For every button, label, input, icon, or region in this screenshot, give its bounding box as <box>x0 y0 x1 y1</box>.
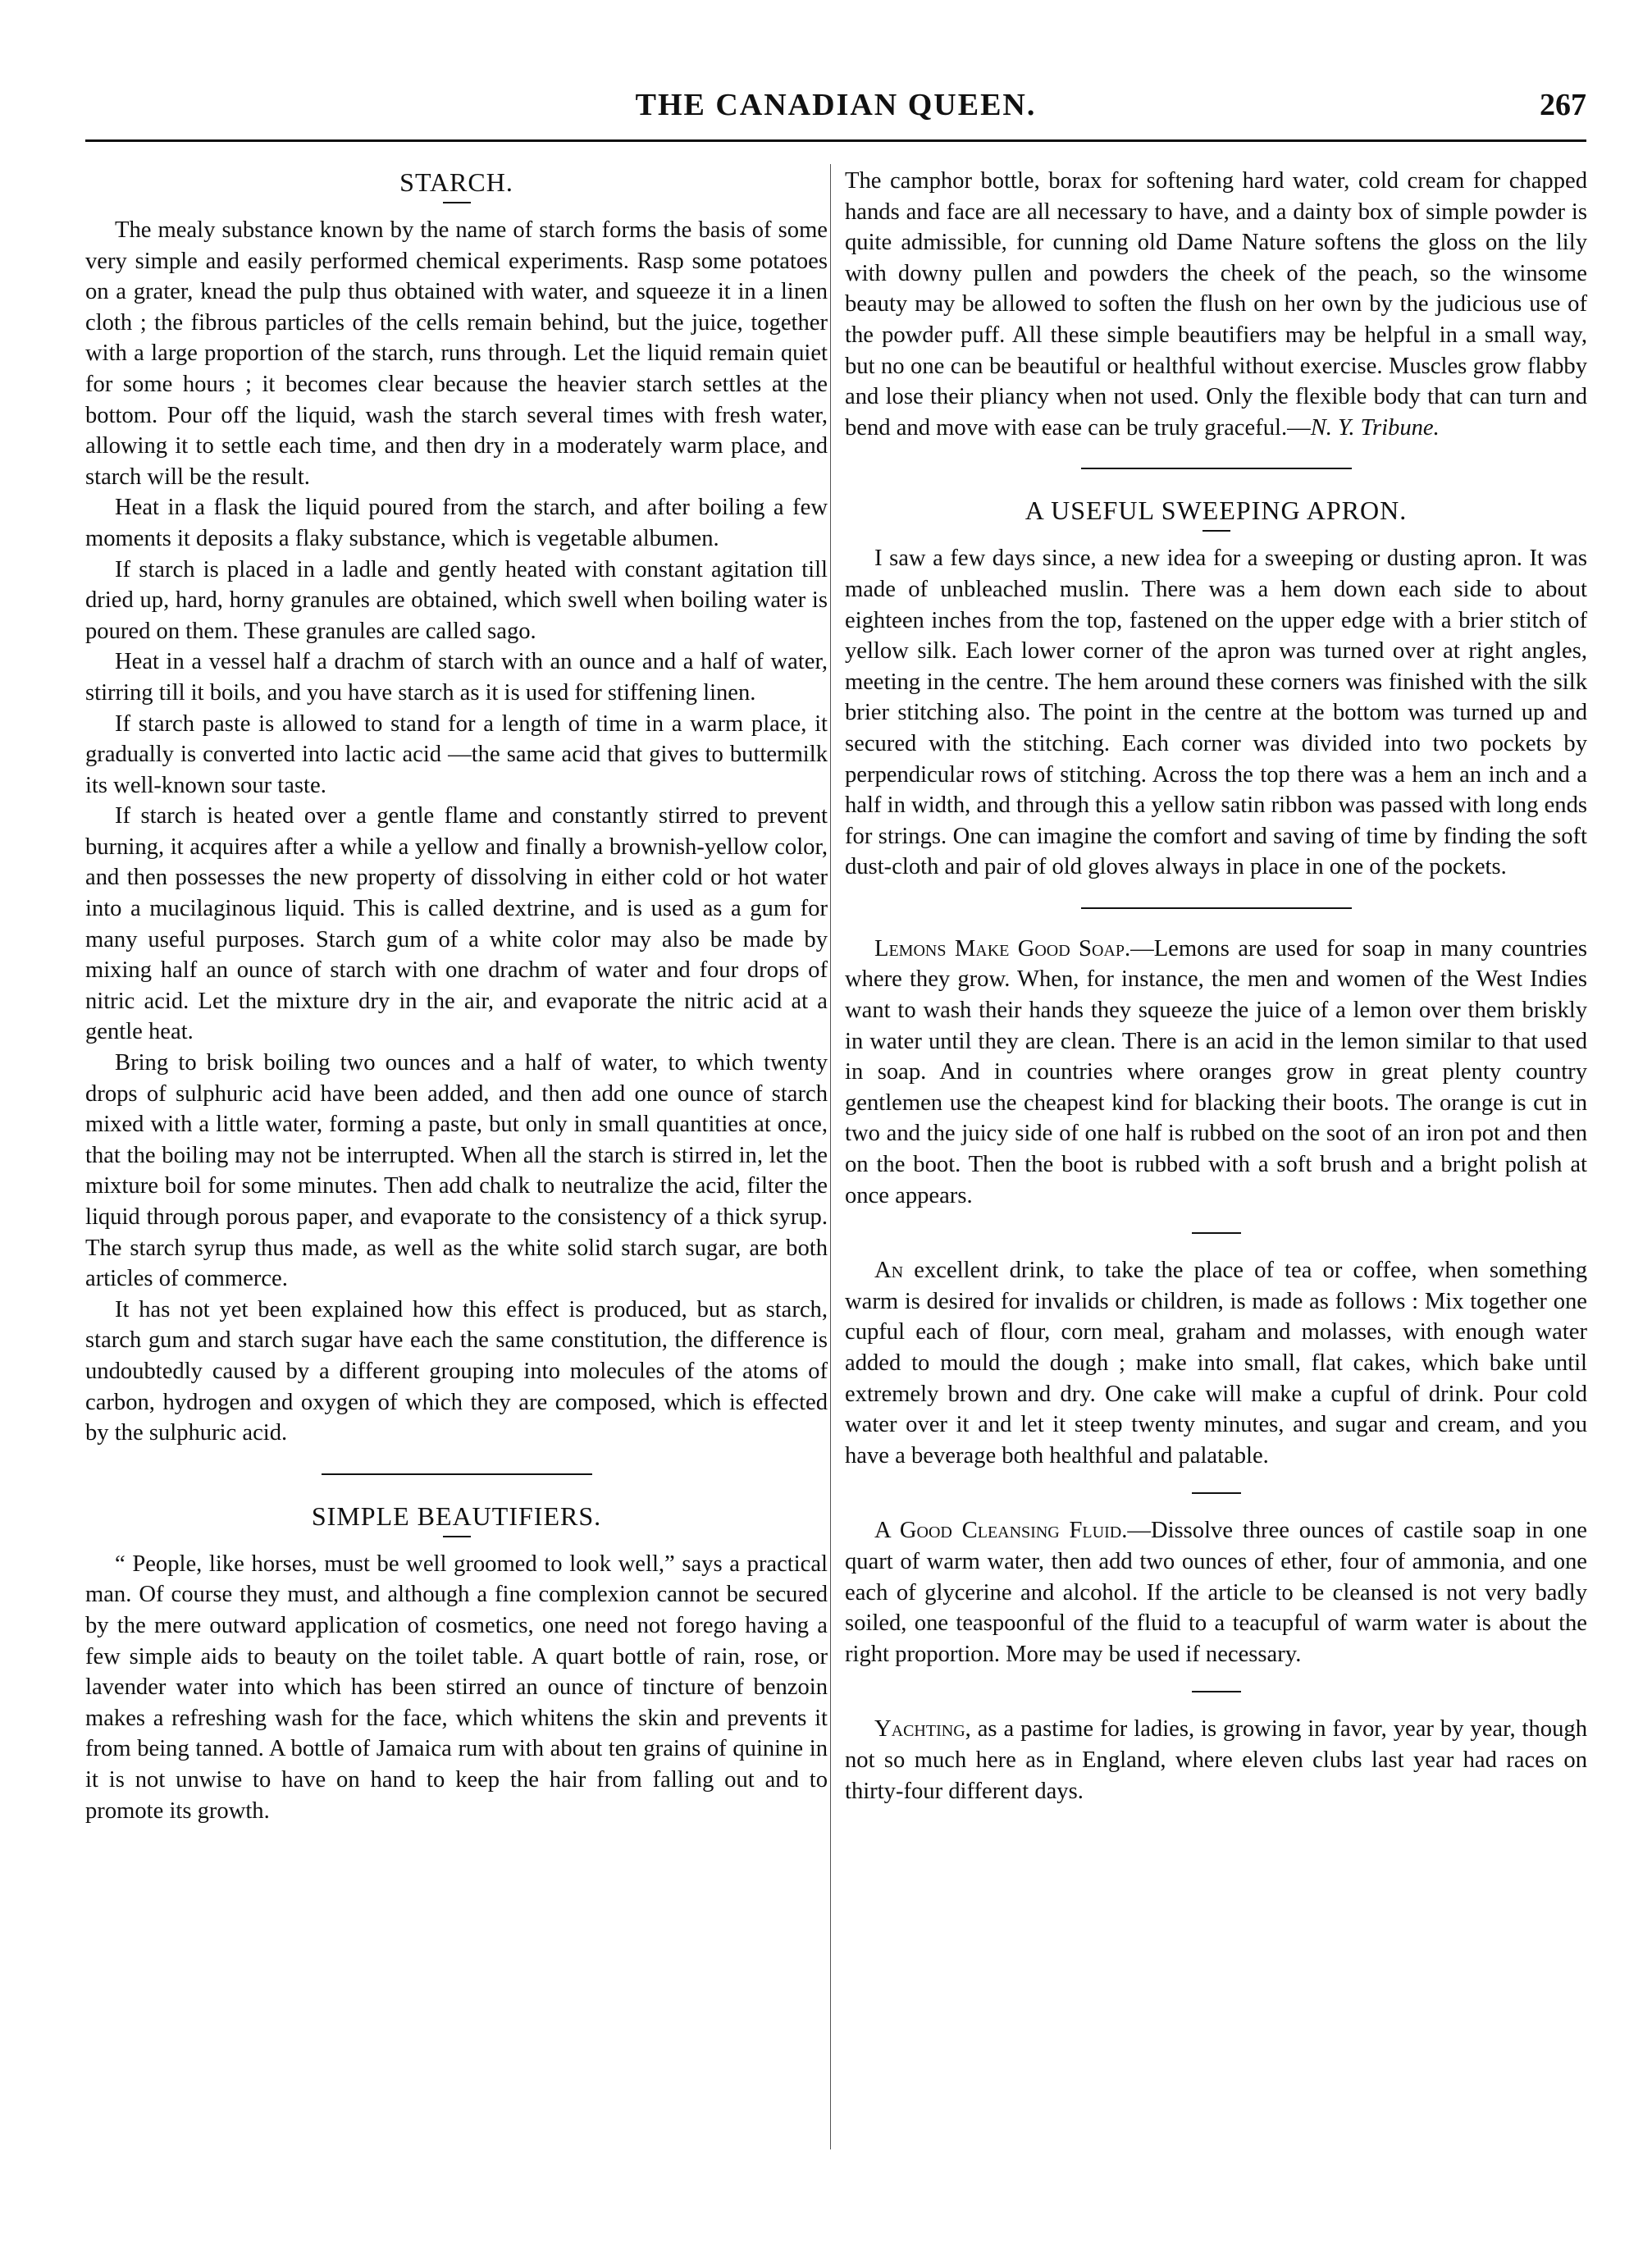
starch-paragraph: If starch paste is allowed to stand for a length of time in a warm place, it gradually is converted into lactic acid —the same acid that gives to buttermilk its well-known sour taste. <box>85 710 828 798</box>
title-dash <box>1202 530 1230 532</box>
lemons-text: —Lemons are used for soap in many countries where they grow. When, for instance, the men and women of the West Indies want to wash their hands they squeeze the juice of a lemon over them briskly in water until they are clean. There is an acid in the lemon similar to that used in soap. And in countries where oranges grow in great plenty country gentlemen use the cheapest kind for blacking their boots. The orange is cut in two and the juicy side of one half is rubbed on the soot of an iron pot and then on the boot. Then the boot is rubbed with a soft brush and a bright polish at once appears. <box>845 935 1587 1208</box>
lemons-lead: Lemons Make Good Soap. <box>874 935 1131 961</box>
starch-paragraph: If starch is heated over a gentle flame and constantly stirred to prevent burning, it acquires after a while a yellow and finally a brownish-yellow color, and then possesses the new property of dissolving in either cold or hot water into a mucilaginous liquid. This is called dextrine, and is used as a gum for many useful purposes. Starch gum of a white color may also be made by mixing half an ounce of starch with one drachm of water and four drops of nitric acid. Let the mixture dry in the air, and evaporate the nitric acid at a gentle heat. <box>85 803 828 1045</box>
beautifiers-paragraph: “ People, like horses, must be well groomed to look well,” says a practical man. Of course they must, and although a fine complexion cannot be secured by the mere outward application of cosmetics, one need not forego having a few simple aids to beauty on the toilet table. A quart bottle of rain, rose, or lavender water into which has been stirred an ounce of tincture of benzoin makes a refreshing wash for the face, which whitens the skin and prevents it from being tanned. A bottle of Jamaica rum with about ten grains of quinine in it is not unwise to have on hand to keep the hair from falling out and to promote its growth. <box>85 1551 828 1824</box>
beautifiers-continued <box>845 166 1587 443</box>
cleansing-text: —Dissolve three ounces of castile soap in one quart of warm water, then add two ounces of ether, four of ammonia, and one each of glycerine and alcohol. If the article to be cleansed is not very badly soiled, one teaspoonful of the fluid to a teacupful of warm water is about the right proportion. More may be used if necessary. <box>845 1518 1587 1667</box>
lemons-paragraph <box>845 934 1587 1211</box>
starch-paragraph: It has not yet been explained how this effect is produced, but as starch, starch gum and starch sugar have each the same constitution, the difference is undoubtedly caused by a different grouping into molecules of the atoms of carbon, hydrogen and oxygen of which they are composed, which is effected by the sulphuric acid. <box>85 1296 828 1446</box>
starch-paragraph: Heat in a vessel half a drachm of starch with an ounce and a half of water, stirring till it boils, and you have starch as it is used for stiffening linen. <box>85 649 828 706</box>
yachting-lead: Yachting, <box>874 1716 971 1743</box>
starch-paragraph: The mealy substance known by the name of starch forms the basis of some very simple and easily performed chemical experiments. Rasp some potatoes on a grater, knead the pulp thus obtained with water, and squeeze it in a linen cloth ; the fibrous particles of the cells remain behind, but the juice, together with a large proportion of the starch, runs through. Let the liquid remain quiet for some hours ; it becomes clear because the heavier starch settles at the bottom. Pour off the liquid, wash the starch several times with fresh water, allowing it to settle each time, and then dry in a moderately warm place, and starch will be the result. <box>85 217 828 490</box>
beautifiers-continued-text: The camphor bottle, borax for softening hard water, cold cream for chapped hands and face are all necessary to have, and a dainty box of simple powder is quite admissible, for cunning old Dame Nature softens the gloss on the lily with downy pullen and powders the cheek of the peach, so the winsome beauty may be allowed to soften the flush on her own by the judicious use of the powder puff. All these simple beautifiers may be helpful in a small way, but no one can be beautiful or healthful without exercise. Muscles grow flabby and lose their pliancy when not used. Only the flexible body that can turn and bend and move with ease can be truly graceful.— <box>845 168 1587 441</box>
beautifiers-source: N. Y. Tribune. <box>1310 414 1440 441</box>
starch-paragraph: If starch is placed in a ladle and gently heated with constant agitation till dried up, hard, horny granules are obtained, which swell when boiling water is poured on them. These granules are called sago. <box>85 556 828 644</box>
section-separator <box>1081 907 1352 909</box>
cleansing-paragraph <box>845 1515 1587 1669</box>
drink-text: excellent drink, to take the place of tea or coffee, when something warm is desired for invalids or children, is made as follows : Mix together one cupful each of flour, corn meal, graham and molasses, with enough water added to mould the dough ; make into small, flat cakes, which bake until extremely brown and dry. One cake will make a cupful of drink. Pour cold water over it and let it steep twenty minutes, and sugar and cream, and you have a beverage both healthful and palatable. <box>845 1258 1587 1469</box>
section-separator <box>1081 468 1352 469</box>
short-separator <box>1192 1232 1241 1234</box>
publication-title: THE CANADIAN QUEEN. <box>635 88 1037 122</box>
page-header <box>85 87 1586 142</box>
drink-paragraph <box>845 1255 1587 1471</box>
column-divider <box>830 164 831 2149</box>
yachting-paragraph <box>845 1714 1587 1807</box>
short-separator <box>1192 1691 1241 1692</box>
section-separator <box>322 1473 592 1475</box>
title-dash <box>443 1536 471 1537</box>
article-title-starch: STARCH. <box>399 167 513 197</box>
right-column <box>845 166 1587 1807</box>
title-dash <box>443 202 471 203</box>
article-title-beautifiers: SIMPLE BEAUTIFIERS. <box>311 1500 602 1531</box>
left-column <box>85 166 828 1826</box>
article-title-apron: A USEFUL SWEEPING APRON. <box>1025 496 1408 526</box>
short-separator <box>1192 1492 1241 1494</box>
apron-paragraph: I saw a few days since, a new idea for a sweeping or dusting apron. It was made of unbleached muslin. There was a hem down each side to about eighteen inches from the top, fastened on the upper edge with a brier stitch of yellow silk. Each lower corner of the apron was turned over at right angles, meeting in the centre. The hem around these corners was finished with the silk brier stitching also. The point in the centre at the bottom was turned up and secured with the stitching. Each corner was divided into two pockets by perpendicular rows of stitching. Across the top there was a hem an inch and a half in width, and through this a yellow satin ribbon was passed with long ends for strings. One can imagine the comfort and saving of time by finding the soft dust-cloth and pair of old gloves always in place in one of the pockets. <box>845 546 1587 880</box>
starch-paragraph: Heat in a flask the liquid poured from the starch, and after boiling a few moments it deposits a flaky substance, which is vegetable albumen. <box>85 495 828 551</box>
drink-lead: An <box>874 1258 904 1284</box>
starch-paragraph: Bring to brisk boiling two ounces and a half of water, to which twenty drops of sulphuric acid have been added, and then add one ounce of starch mixed with a little water, forming a paste, but only in small quantities at once, that the boiling may not be interrupted. When all the starch is stirred in, let the mixture boil for some minutes. Then add chalk to neutralize the acid, filter the liquid through porous paper, and evaporate to the consistency of a thick syrup. The starch syrup thus made, as well as the white solid starch sugar, are both articles of commerce. <box>85 1050 828 1292</box>
page-number: 267 <box>1540 88 1586 122</box>
yachting-text: as a pastime for ladies, is growing in favor, year by year, though not so much here as in England, where eleven clubs last year had races on thirty-four different days. <box>845 1716 1587 1804</box>
cleansing-lead: A Good Cleansing Fluid. <box>874 1518 1128 1544</box>
